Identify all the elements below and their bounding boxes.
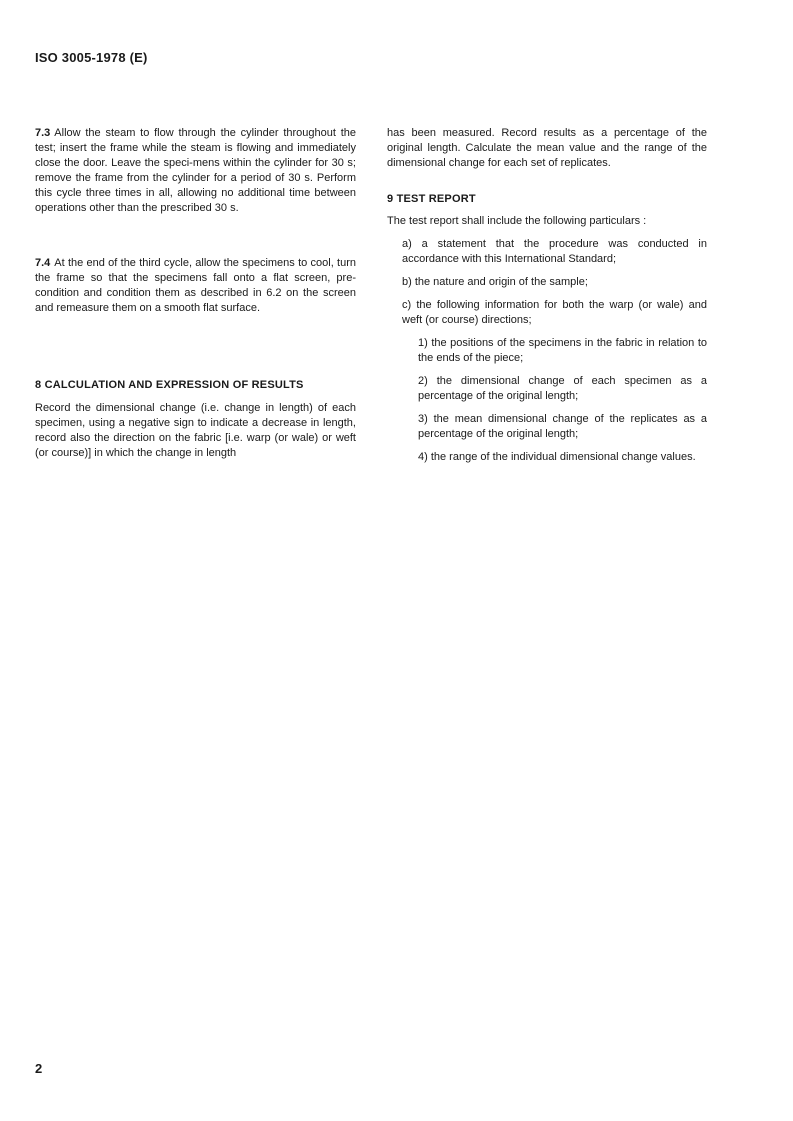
- list-item-a: a) a statement that the procedure was conducted in accordance with this International Standard;: [402, 238, 707, 265]
- list-item-b: b) the nature and origin of the sample;: [402, 276, 588, 288]
- clause-number: 7.4: [35, 257, 51, 269]
- clause-number: 7.3: [35, 127, 51, 139]
- clause-7-3: [35, 126, 356, 216]
- section-9-intro: The test report shall include the following particulars :: [387, 215, 647, 227]
- list-item-c: c) the following information for both the warp (or wale) and weft (or course) directions;: [402, 299, 707, 326]
- clause-text: Allow the steam to flow through the cylinder throughout the test; insert the frame while the steam is flowing and immediately close the door. Leave the speci-mens within the cylinder for 30 s; remove the frame from the cylinder for a period of 30 s. Perform this cycle three times in all, allowing no additional time between operations other than the prescribed 30 s.: [35, 127, 356, 214]
- section-8-text: Record the dimensional change (i.e. change in length) of each specimen, using a negative sign to indicate a decrease in length, record also the direction on the fabric [i.e. warp (or wale) or weft (or course)] in which the change in length: [35, 402, 356, 459]
- left-column: [35, 126, 356, 461]
- list-item-c2: 2) the dimensional change of each specimen as a percentage of the original length;: [418, 375, 707, 402]
- section-9-heading: 9 TEST REPORT: [387, 193, 476, 205]
- list-item-c1: 1) the positions of the specimens in the fabric in relation to the ends of the piece;: [418, 337, 707, 364]
- clause-7-4: [35, 256, 356, 316]
- list-item-c3: 3) the mean dimensional change of the replicates as a percentage of the original length;: [418, 413, 707, 440]
- document-header: ISO 3005-1978 (E): [35, 50, 148, 65]
- clause-text: At the end of the third cycle, allow the specimens to cool, turn the frame so that the specimens fall onto a flat screen, pre-condition and condition them as described in 6.2 on the screen and remeasure them on a smooth flat surface.: [35, 257, 356, 314]
- section-8-heading: 8 CALCULATION AND EXPRESSION OF RESULTS: [35, 379, 304, 391]
- right-column: [387, 126, 707, 465]
- page-number: 2: [35, 1061, 43, 1076]
- list-item-c4: 4) the range of the individual dimensional change values.: [418, 451, 696, 463]
- section-8-continuation: has been measured. Record results as a percentage of the original length. Calculate the mean value and the range of the dimensional change for each set of replicates.: [387, 127, 707, 169]
